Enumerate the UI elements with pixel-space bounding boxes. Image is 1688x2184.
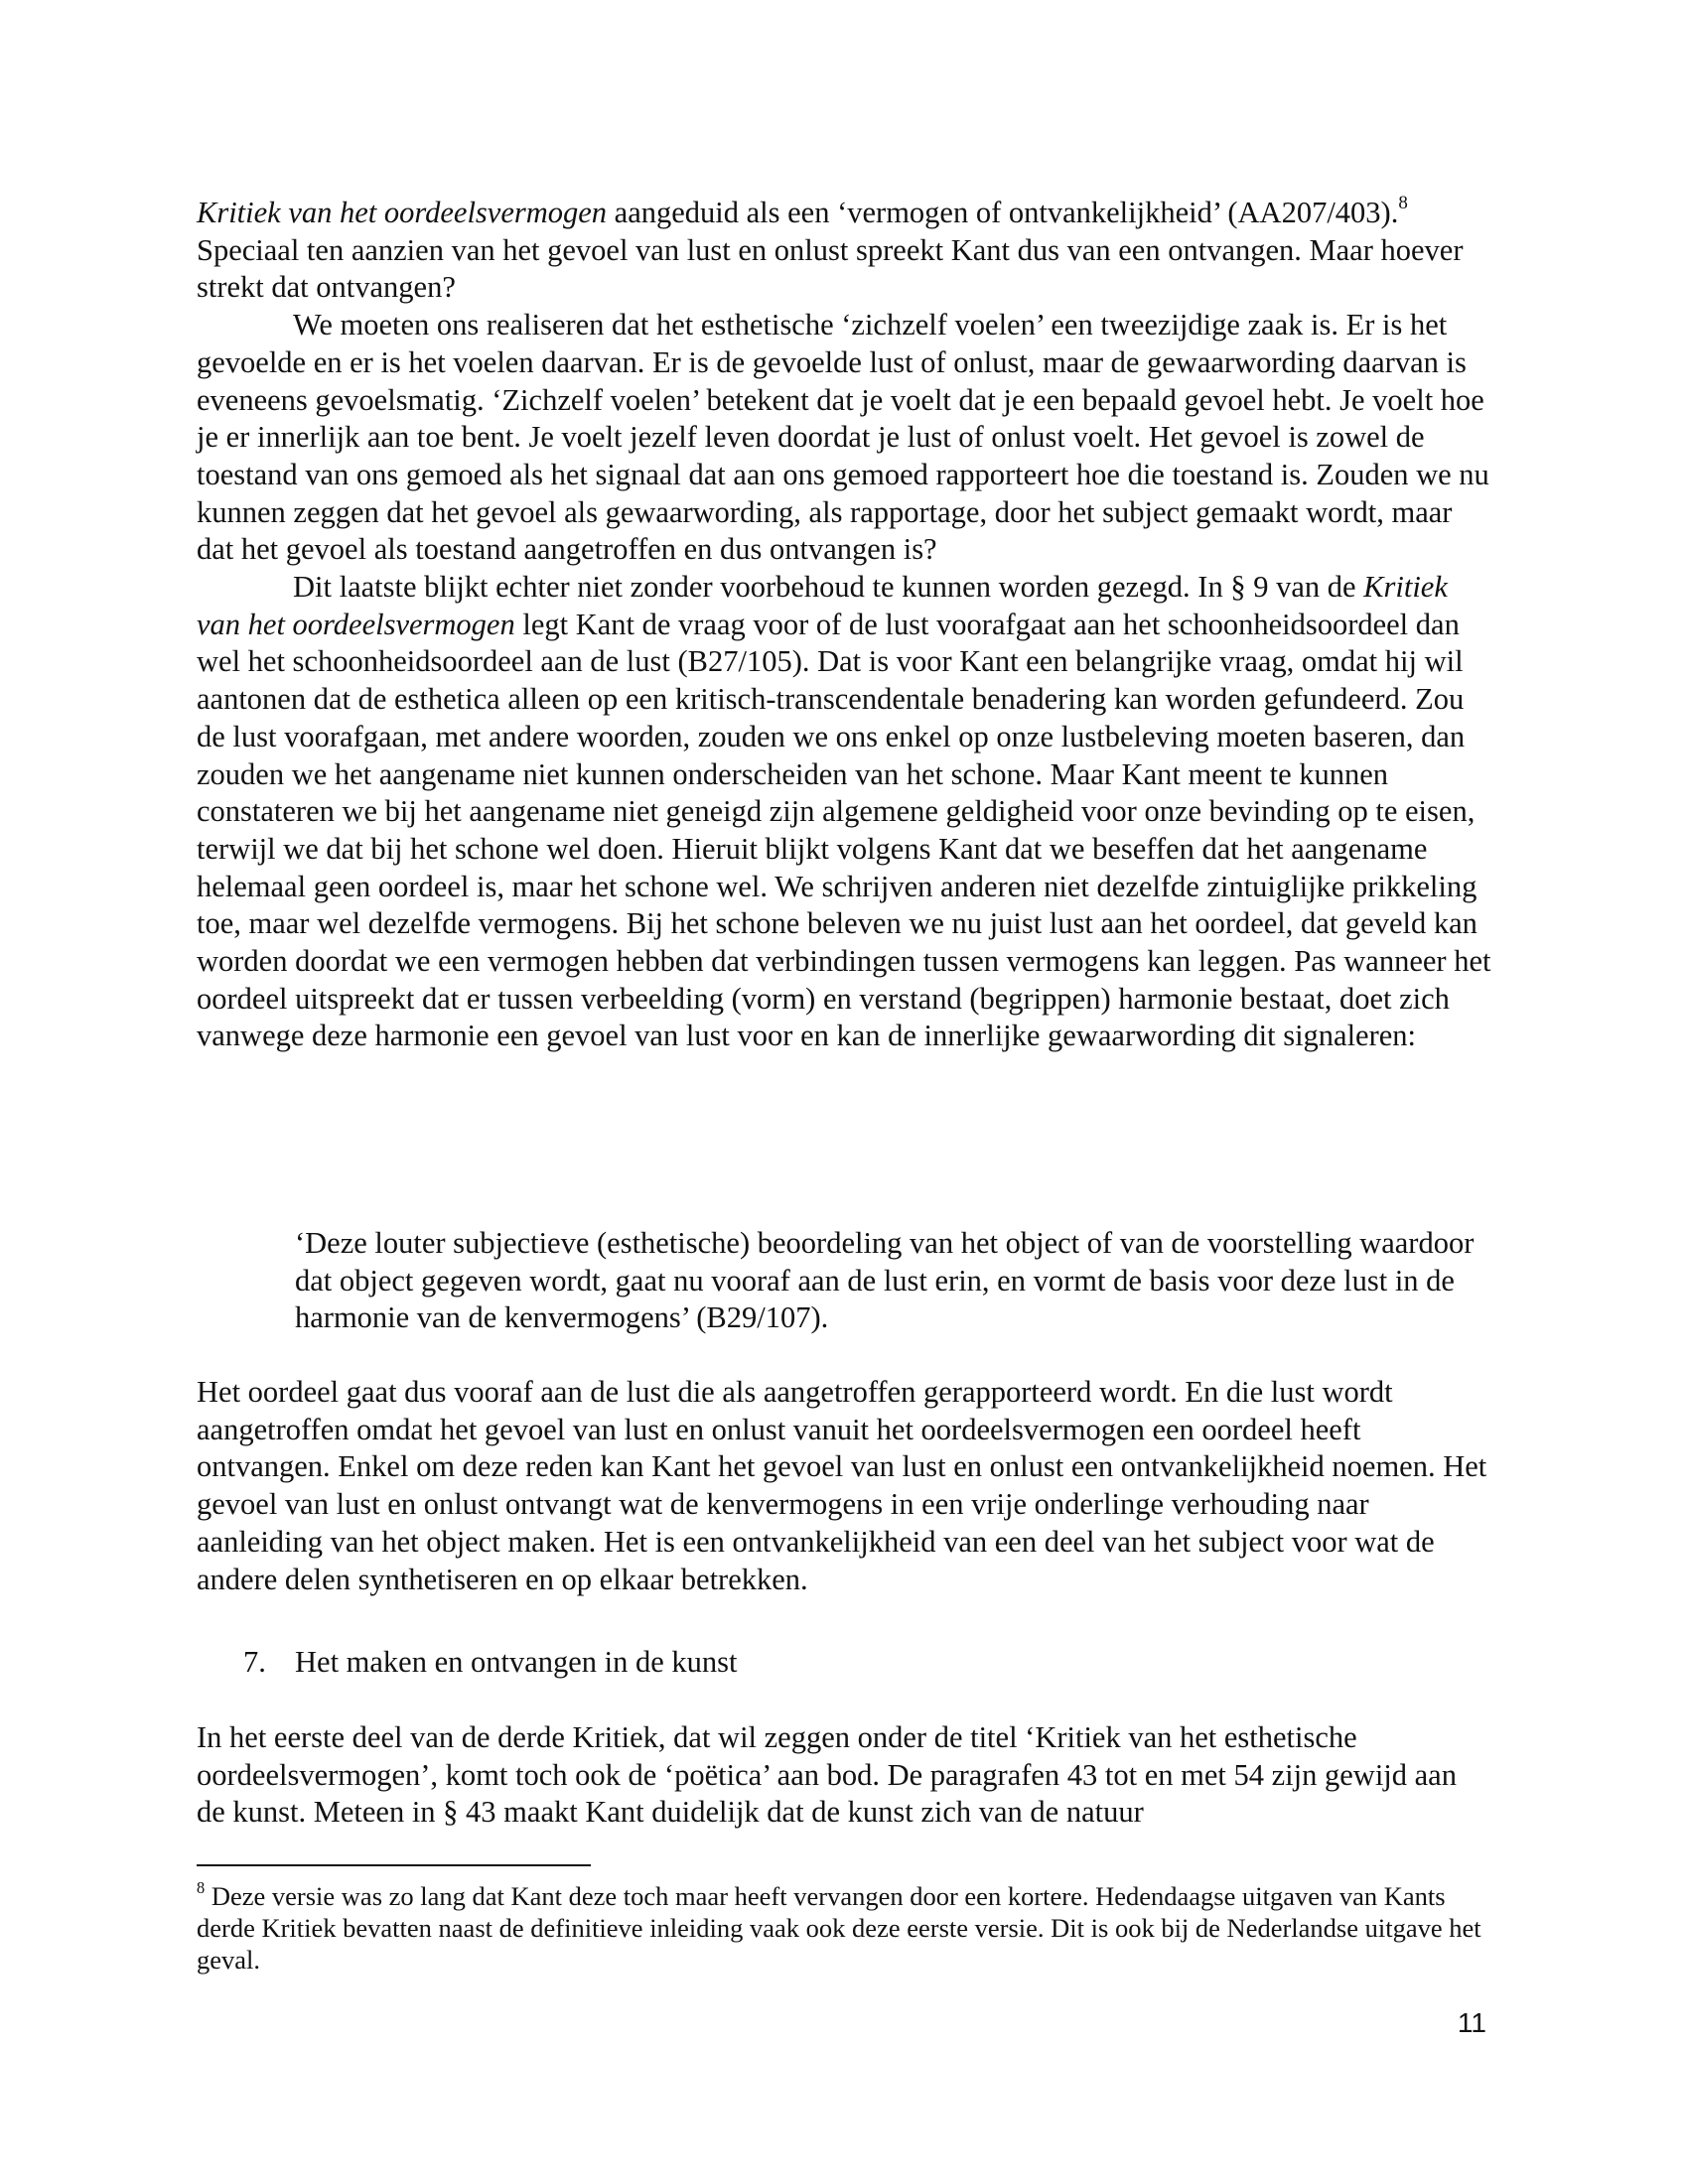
footnote-separator (197, 1864, 591, 1866)
paragraph-2: We moeten ons realiseren dat het esthetische ‘zichzelf voelen’ een tweezijdige zaak is. Er is het gevoelde en er is het voelen daarvan. Er is de gevoelde lust of onlust, maar de gewaarwording daarvan is eveneens gevoelsmatig. ‘Zichzelf voelen’ betekent dat je voelt dat je een bepaald gevoel hebt. Je voelt hoe je er innerlijk aan toe bent. Je voelt jezelf leven doordat je lust of onlust voelt. Het gevoel is zowel de toestand van ons gemoed als het signaal dat aan ons gemoed rapporteert hoe die toestand is. Zouden we nu kunnen zeggen dat het gevoel als gewaarwording, als rapportage, door het subject gemaakt wordt, maar dat het gevoel als toestand aangetroffen en dus ontvangen is? (197, 308, 1489, 567)
footnote-reference: 8 (1398, 193, 1408, 214)
paragraph-4: Het oordeel gaat dus vooraf aan de lust die als aangetroffen gerapporteerd wordt. En die lust wordt aangetroffen omdat het gevoel van lust en onlust vanuit het oordeelsvermogen een oordeel heeft ontvangen. Enkel om deze reden kan Kant het gevoel van lust en onlust een ontvankelijkheid noemen. Het gevoel van lust en onlust ontvangt wat de kenvermogens in een vrije onderlinge verhouding naar aanleiding van het object maken. Het is een ontvankelijkheid van een deel van het subject voor wat de andere delen synthetiseren en op elkaar betrekken. (197, 1375, 1487, 1596)
block-quote: ‘Deze louter subjectieve (esthetische) beoordeling van het object of van de voorstelling waardoor dat object gegeven wordt, gaat nu vooraf aan de lust erin, en vormt de basis voor deze lust in de harmonie van de kenvermogens’ (B29/107). (295, 1226, 1475, 1335)
footnote-text: Deze versie was zo lang dat Kant deze toch maar heeft vervangen door een kortere. Hedendaagse uitgaven van Kants derde Kritiek bevatten naast de definitieve inleiding vaak ook deze eerste versie. Dit is ook bij de Nederlandse uitgave het geval. (197, 1881, 1481, 1975)
footnote-marker: 8 (197, 1877, 206, 1897)
footnote (197, 1877, 1491, 1976)
body-text-bottom (197, 1719, 1491, 1832)
book-title: Kritiek van het oordeelsvermogen (197, 196, 608, 229)
paragraph-3: Dit laatste blijkt echter niet zonder voorbehoud te kunnen worden gezegd. In § 9 van de Kritiek van het oordeelsvermogen legt Kant de vraag voor of de lust voorafgaat aan het schoonheidsoordeel dan wel het schoonheidsoordeel aan de lust (B27/105). Dat is voor Kant een belangrijke vraag, omdat hij wil aantonen dat de esthetica alleen op een kritisch-transcendentale benadering kan worden gefundeerd. Zou de lust voorafgaan, met andere woorden, zouden we ons enkel op onze lustbeleving moeten baseren, dan zouden we het aangename niet kunnen onderscheiden van het schone. Maar Kant meent te kunnen constateren we bij het aangename niet geneigd zijn algemene geldigheid voor onze bevinding op te eisen, terwijl we dat bij het schone wel doen. Hieruit blijkt volgens Kant dat we beseffen dat het aangename helemaal geen oordeel is, maar het schone wel. We schrijven anderen niet dezelfde zintuiglijke prikkeling toe, maar wel dezelfde vermogens. Bij het schone beleven we nu juist lust aan het oordeel, dat geveld kan worden doordat we een vermogen hebben dat verbindingen tussen vermogens kan leggen. Pas wanneer het oordeel uitspreekt dat er tussen verbeelding (vorm) en verstand (begrippen) harmonie bestaat, doet zich vanwege deze harmonie een gevoel van lust voor en kan de innerlijke gewaarwording dit signaleren: (197, 570, 1491, 1053)
paragraph-5: In het eerste deel van de derde Kritiek, dat wil zeggen onder de titel ‘Kritiek van het esthetische oordeelsvermogen’, komt toch ook de ‘poëtica’ aan bod. De paragrafen 43 tot en met 54 zijn gewijd aan de kunst. Meteen in § 43 maakt Kant duidelijk dat de kunst zich van de natuur (197, 1720, 1457, 1830)
section-heading (243, 1644, 738, 1682)
body-text-top (197, 195, 1491, 1055)
section-title: Het maken en ontvangen in de kunst (295, 1645, 738, 1679)
intro-paragraph: Kritiek van het oordeelsvermogen aangeduid als een ‘vermogen of ontvankelijkheid’ (AA207/403).$^8$ Speciaal ten aanzien van het gevoel van lust en onlust spreekt Kant dus van een ontvangen. Maar hoever strekt dat ontvangen? (197, 193, 1464, 305)
book-title: Kritiek van het oordeelsvermogen (197, 570, 1448, 641)
section-number: 7. (243, 1645, 266, 1679)
body-text-middle (197, 1374, 1491, 1598)
page-number: 11 (1457, 2007, 1486, 2038)
